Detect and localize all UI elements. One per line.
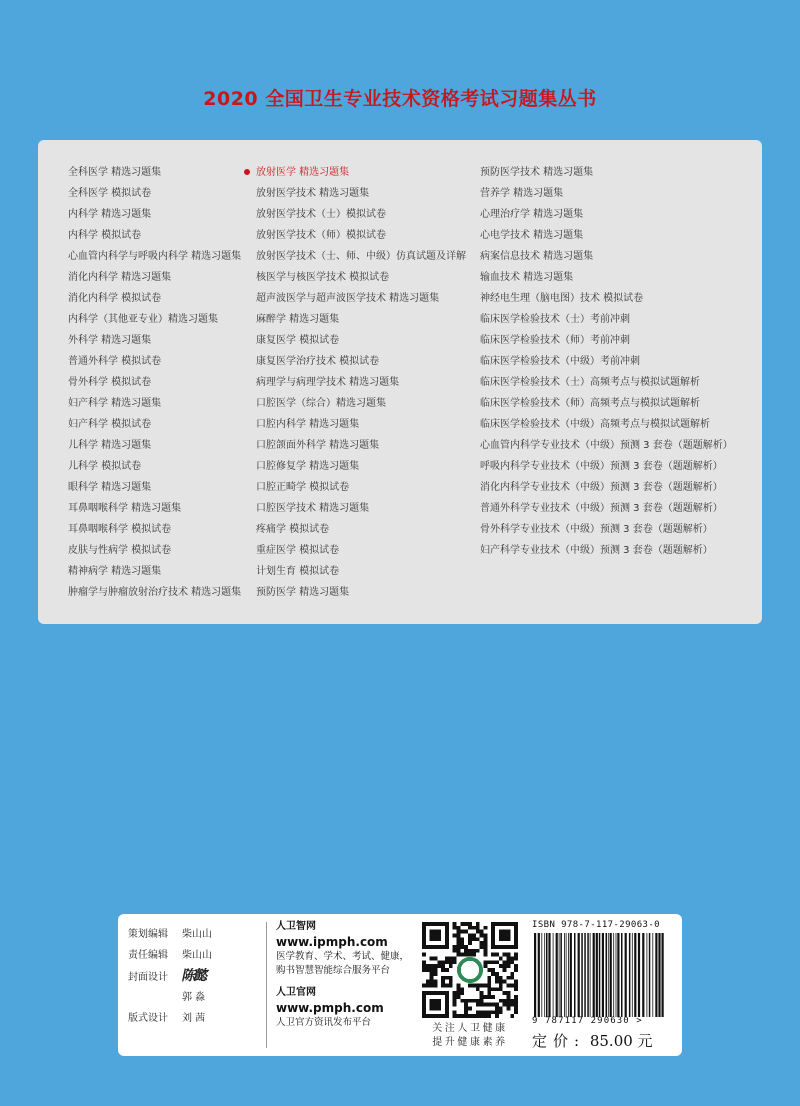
book-title: 麻醉学 精选习题集 — [256, 314, 340, 325]
book-list-item — [256, 435, 466, 456]
book-list-item — [480, 162, 733, 183]
price-value: 85.00 元 — [589, 1032, 653, 1050]
book-list-item — [256, 582, 466, 603]
book-list-item — [68, 519, 241, 540]
book-title: 皮肤与性病学 模拟试卷 — [68, 545, 172, 556]
book-title: 预防医学技术 精选习题集 — [480, 167, 594, 178]
book-list-item — [480, 246, 733, 267]
book-title: 放射医学技术（士、师、中级）仿真试题及详解 — [256, 251, 466, 262]
book-list-item — [68, 498, 241, 519]
book-title: 心血管内科学与呼吸内科学 精选习题集 — [68, 251, 242, 262]
cover-design-row — [128, 966, 212, 987]
book-list-item — [256, 498, 466, 519]
book-list-panel — [38, 140, 762, 624]
book-list-item — [480, 267, 733, 288]
book-list-column-2 — [256, 162, 466, 603]
book-list-item — [256, 330, 466, 351]
editor-name: 郭 淼 — [182, 992, 206, 1003]
responsible-editor-row — [128, 945, 212, 966]
book-title: 营养学 精选习题集 — [480, 188, 564, 199]
book-title: 超声波医学与超声波医学技术 精选习题集 — [256, 293, 440, 304]
book-title: 消化内科学专业技术（中级）预测 3 套卷（题题解析） — [480, 482, 723, 493]
price-label: 定价: — [532, 1032, 586, 1050]
book-list-item — [480, 477, 733, 498]
book-list-item — [480, 414, 733, 435]
book-title: 临床医学检验技术（师）考前冲刺 — [480, 335, 630, 346]
book-title: 普通外科学专业技术（中级）预测 3 套卷（题题解析） — [480, 503, 723, 514]
book-title: 消化内科学 精选习题集 — [68, 272, 172, 283]
book-title: 病理学与病理学技术 精选习题集 — [256, 377, 400, 388]
book-list-item — [68, 267, 241, 288]
book-list-item — [256, 162, 466, 183]
book-list-item — [256, 477, 466, 498]
qr-caption-line2: 提升健康素养 — [432, 1037, 508, 1048]
book-list-item — [68, 309, 241, 330]
book-list-item — [256, 309, 466, 330]
book-title: 放射医学 精选习题集 — [256, 167, 350, 178]
book-list-item — [256, 225, 466, 246]
book-list-item — [68, 582, 241, 603]
book-list-item — [480, 225, 733, 246]
qr-code-icon — [422, 922, 518, 1018]
book-list-item — [256, 288, 466, 309]
book-list-item — [256, 519, 466, 540]
book-list-column-3 — [480, 162, 733, 561]
book-list-item — [256, 393, 466, 414]
book-list-item — [68, 288, 241, 309]
book-list-item — [68, 162, 241, 183]
isbn-area — [532, 920, 678, 1026]
book-list-item — [68, 393, 241, 414]
book-title: 口腔颌面外科学 精选习题集 — [256, 440, 380, 451]
book-list-item — [256, 540, 466, 561]
book-title: 呼吸内科学专业技术（中级）预测 3 套卷（题题解析） — [480, 461, 723, 472]
publication-info-panel — [118, 914, 682, 1056]
book-list-item — [68, 372, 241, 393]
book-title: 康复医学治疗技术 模拟试卷 — [256, 356, 380, 367]
book-list-item — [480, 183, 733, 204]
barcode-icon — [532, 933, 666, 1017]
book-title: 病案信息技术 精选习题集 — [480, 251, 594, 262]
book-title: 耳鼻咽喉科学 精选习题集 — [68, 503, 182, 514]
book-title: 心理治疗学 精选习题集 — [480, 209, 584, 220]
book-list-item — [480, 288, 733, 309]
book-title: 临床医学检验技术（中级）考前冲刺 — [480, 356, 640, 367]
book-title: 儿科学 精选习题集 — [68, 440, 152, 451]
book-list-item — [480, 498, 733, 519]
book-list-item — [68, 540, 241, 561]
book-title: 重症医学 模拟试卷 — [256, 545, 340, 556]
book-title: 临床医学检验技术（士）高频考点与模拟试题解析 — [480, 377, 700, 388]
book-title: 放射医学技术（士）模拟试卷 — [256, 209, 386, 220]
zhiwang-name: 人卫智网 — [276, 921, 316, 932]
editor-role-label: 版式设计 — [128, 1013, 168, 1024]
layout-design-row — [128, 1008, 212, 1029]
book-title: 内科学（其他亚专业）精选习题集 — [68, 314, 218, 325]
zhiwang-url: www.ipmph.com — [276, 935, 388, 949]
book-list-item — [480, 435, 733, 456]
book-title: 计划生育 模拟试卷 — [256, 566, 340, 577]
book-list-column-1 — [68, 162, 241, 603]
book-list-item — [68, 414, 241, 435]
book-title: 放射医学技术（师）模拟试卷 — [256, 230, 386, 241]
book-title: 耳鼻咽喉科学 模拟试卷 — [68, 524, 172, 535]
book-list-item — [256, 183, 466, 204]
qr-code-graphic — [422, 922, 518, 1018]
book-title: 核医学与核医学技术 模拟试卷 — [256, 272, 390, 283]
book-title: 口腔医学（综合）精选习题集 — [256, 398, 386, 409]
series-title: 2020 全国卫生专业技术资格考试习题集丛书 — [203, 88, 597, 110]
book-title: 骨外科学专业技术（中级）预测 3 套卷（题题解析） — [480, 524, 713, 535]
book-title: 普通外科学 模拟试卷 — [68, 356, 162, 367]
book-list-item — [256, 414, 466, 435]
highlight-bullet-icon — [244, 169, 250, 175]
guanwang-desc: 人卫官方资讯发布平台 — [276, 1017, 372, 1028]
book-title: 心电学技术 精选习题集 — [480, 230, 584, 241]
editor-role-label: 责任编辑 — [128, 950, 168, 961]
book-list-item — [256, 204, 466, 225]
book-title: 内科学 模拟试卷 — [68, 230, 142, 241]
book-list-item — [256, 351, 466, 372]
book-list-item — [68, 435, 241, 456]
book-title: 骨外科学 模拟试卷 — [68, 377, 152, 388]
cover-designer-signature: 陈懿 — [180, 968, 208, 984]
book-title: 神经电生理（脑电图）技术 模拟试卷 — [480, 293, 644, 304]
barcode-digits: 9 787117 290630 > — [532, 1016, 643, 1026]
book-title: 全科医学 模拟试卷 — [68, 188, 152, 199]
book-list-item — [480, 456, 733, 477]
editor-credits — [128, 924, 212, 1029]
editor-role-label: 策划编辑 — [128, 929, 168, 940]
book-title: 输血技术 精选习题集 — [480, 272, 574, 283]
editor-name: 柴山山 — [182, 929, 212, 940]
book-list-item — [480, 540, 733, 561]
book-title: 放射医学技术 精选习题集 — [256, 188, 370, 199]
guanwang-name: 人卫官网 — [276, 987, 316, 998]
book-title: 预防医学 精选习题集 — [256, 587, 350, 598]
book-list-item — [68, 225, 241, 246]
zhiwang-desc-line1: 医学教育、学术、考试、健康， — [276, 951, 410, 962]
book-title: 儿科学 模拟试卷 — [68, 461, 142, 472]
book-title: 妇产科学 精选习题集 — [68, 398, 162, 409]
book-list-item — [480, 393, 733, 414]
book-list-item — [480, 309, 733, 330]
book-list-item — [480, 351, 733, 372]
book-title: 精神病学 精选习题集 — [68, 566, 162, 577]
book-list-item — [480, 330, 733, 351]
book-title: 口腔修复学 精选习题集 — [256, 461, 360, 472]
book-list-item — [480, 519, 733, 540]
book-list-item — [68, 561, 241, 582]
book-title: 心血管内科学专业技术（中级）预测 3 套卷（题题解析） — [480, 440, 733, 451]
editor-name: 柴山山 — [182, 950, 212, 961]
book-title: 口腔医学技术 精选习题集 — [256, 503, 370, 514]
book-title: 口腔正畸学 模拟试卷 — [256, 482, 350, 493]
planning-editor-row — [128, 924, 212, 945]
editor-name: 刘 茜 — [182, 1013, 206, 1024]
book-list-item — [256, 372, 466, 393]
book-list-item — [256, 561, 466, 582]
editor-role-label: 封面设计 — [128, 972, 168, 983]
book-list-item — [256, 267, 466, 288]
book-list-item — [256, 456, 466, 477]
vertical-divider — [266, 922, 267, 1048]
book-list-item — [68, 477, 241, 498]
book-list-item — [256, 246, 466, 267]
book-title: 疼痛学 模拟试卷 — [256, 524, 330, 535]
book-title: 康复医学 模拟试卷 — [256, 335, 340, 346]
guanwang-url: www.pmph.com — [276, 1001, 384, 1015]
book-title: 妇产科学专业技术（中级）预测 3 套卷（题题解析） — [480, 545, 713, 556]
cover-design-second-row — [128, 987, 212, 1008]
zhiwang-desc-line2: 购书智慧智能综合服务平台 — [276, 965, 391, 976]
book-list-item — [480, 372, 733, 393]
book-title: 临床医学检验技术（中级）高频考点与模拟试题解析 — [480, 419, 710, 430]
book-title: 全科医学 精选习题集 — [68, 167, 162, 178]
book-list-item — [68, 246, 241, 267]
publisher-websites — [276, 920, 409, 1030]
book-list-item — [68, 183, 241, 204]
qr-caption-line1: 关注人卫健康 — [432, 1023, 508, 1034]
isbn-text: ISBN 978-7-117-29063-0 — [532, 920, 661, 930]
book-title: 临床医学检验技术（士）考前冲刺 — [480, 314, 630, 325]
book-list-item — [68, 204, 241, 225]
book-title: 内科学 精选习题集 — [68, 209, 152, 220]
book-title: 眼科学 精选习题集 — [68, 482, 152, 493]
book-list-item — [68, 330, 241, 351]
book-title: 外科学 精选习题集 — [68, 335, 152, 346]
book-list-item — [480, 204, 733, 225]
book-title: 口腔内科学 精选习题集 — [256, 419, 360, 430]
book-title: 妇产科学 模拟试卷 — [68, 419, 152, 430]
book-title: 消化内科学 模拟试卷 — [68, 293, 162, 304]
book-title: 肿瘤学与肿瘤放射治疗技术 精选习题集 — [68, 587, 242, 598]
book-list-item — [68, 351, 241, 372]
book-title: 临床医学检验技术（师）高频考点与模拟试题解析 — [480, 398, 700, 409]
qr-caption — [418, 1022, 522, 1050]
price — [532, 1030, 653, 1051]
book-list-item — [68, 456, 241, 477]
